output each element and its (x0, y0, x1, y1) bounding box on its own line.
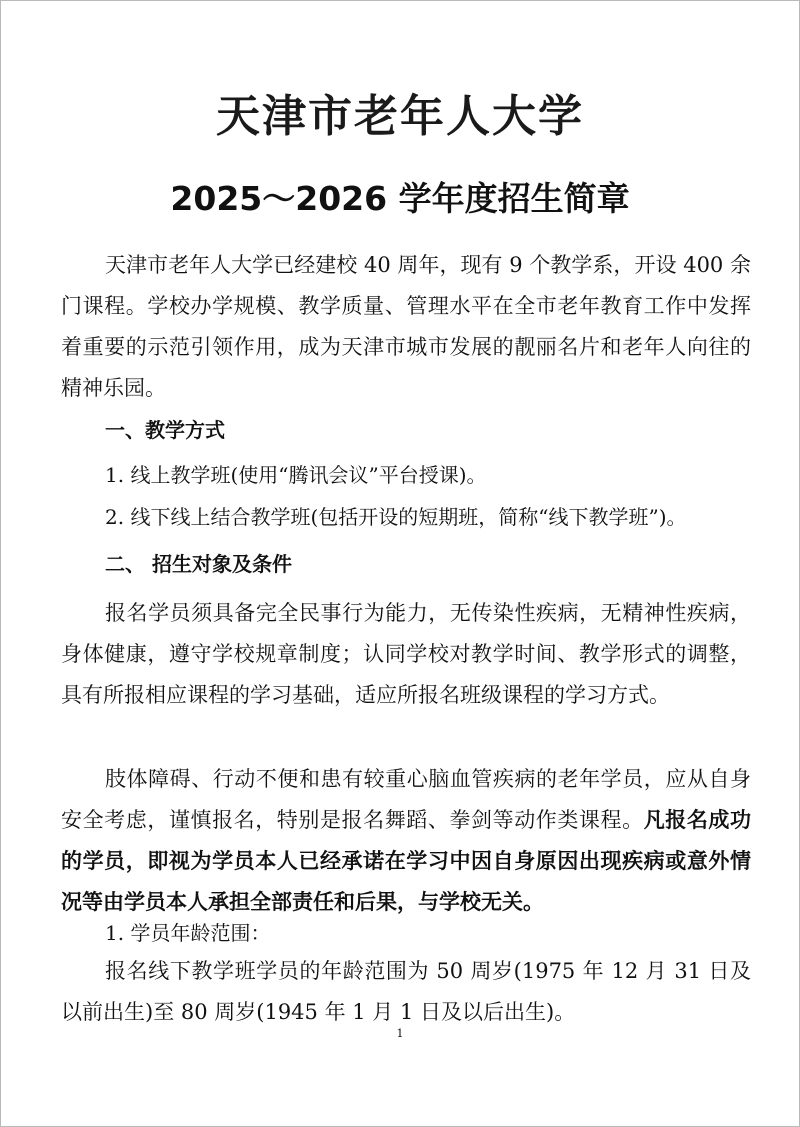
intro-paragraph: 天津市老年人大学已经建校 40 周年，现有 9 个教学系，开设 400 余门课程。学校办学规模、教学质量、管理水平在全市老年教育工作中发挥着重要的示范引领作用，成为天津市城市发展的靓丽名片和老年人向往的精神乐园。 (61, 253, 751, 400)
eligibility-paragraph: 报名学员须具备完全民事行为能力，无传染性疾病，无精神性疾病，身体健康，遵守学校规章制度；认同学校对教学时间、教学形式的调整，具有所报相应课程的学习基础，适应所报名班级课程的学习方式。 (61, 601, 751, 707)
liability-statement: 凡报名成功的学员，即视为学员本人已经承诺在学习中因自身原因出现疾病或意外情况等由学员本人承担全部责任和后果，与学校无关。 (61, 808, 752, 914)
university-masthead: 天津市老年人大学 (216, 91, 584, 142)
page-number: 1 (396, 1027, 404, 1040)
section-heading-eligibility: 二、 招生对象及条件 (105, 552, 292, 576)
age-range-paragraph: 报名线下教学班学员的年龄范围为 50 周岁(1975 年 12 月 31 日及以前出生)至 80 周岁(1945 年 1 月 1 日及以后出生)。 (61, 959, 751, 1024)
health-notice-paragraph (61, 759, 751, 923)
teaching-mode-item-online: 1. 线上教学班(使用“腾讯会议”平台授课)。 (105, 463, 487, 487)
section-heading-teaching-mode: 一、教学方式 (105, 418, 225, 442)
teaching-mode-item-offline: 2. 线下线上结合教学班(包括开设的短期班，简称“线下教学班”)。 (105, 505, 687, 529)
health-notice-text: 肢体障碍、行动不便和患有较重心脑血管疾病的老年学员，应从自身安全考虑，谨慎报名，特别是报名舞蹈、拳剑等动作类课程。 (61, 767, 751, 832)
age-range-heading: 1. 学员年龄范围： (105, 921, 271, 945)
document-title: 2025～2026 学年度招生简章 (170, 179, 630, 218)
